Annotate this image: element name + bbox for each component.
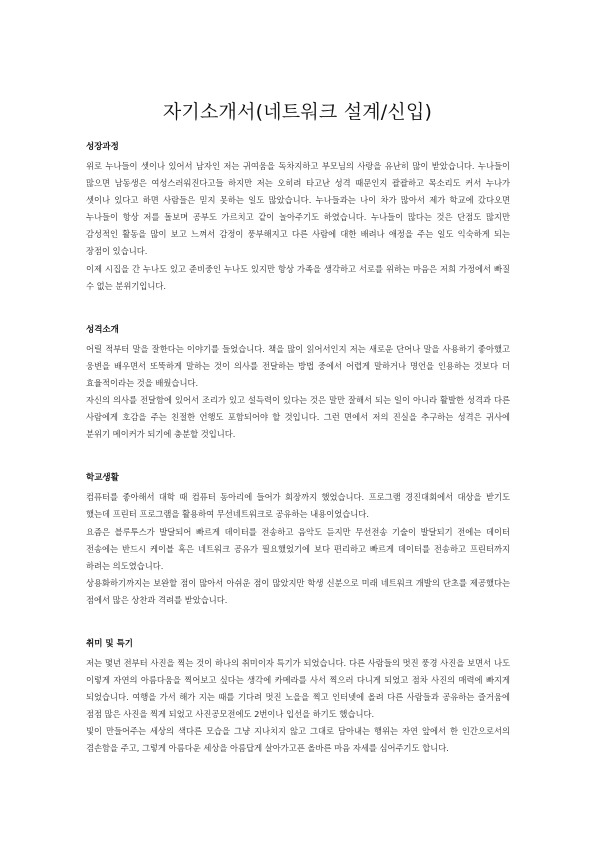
paragraph: 위로 누나들이 셋이나 있어서 남자인 저는 귀여움을 독차지하고 부모님의 사랑을 유난히 많이 받았습니다. 누나들이 많으면 남동생은 여성스러워진다고들 하지만 저는 오히려 타고난 성격 때문인지 괄괄하고 목소리도 커서 누나가 셋이나 있다고 하면 사람들은 믿지 못하는 일도 많았습니다. 누나들과는 나이 차가 많아서 제가 학교에 갔다오면 누나들이 항상 저를 돌보며 공부도 가르치고 같이 놀아주기도 하였습니다. 누나들이 많다는 것은 단점도 많지만 감성적인 활동을 많이 보고 느껴서 감정이 풍부해지고 다른 사람에 대한 배려나 애정을 주는 일도 익숙하게 되는 장점이 있습니다.	[86, 161, 510, 257]
paragraph: 이제 시집을 간 누나도 있고 준비중인 누나도 있지만 항상 가족을 생각하고 서로를 위하는 마음은 저희 가정에서 빠질 수 없는 분위기입니다.	[86, 263, 510, 291]
paragraph: 저는 몇년 전부터 사진을 찍는 것이 하나의 취미이자 특기가 되었습니다. 다른 사람들의 멋진 풍경 사진을 보면서 나도 이렇게 자연의 아름다움을 찍어보고 싶다는 생각에 카메라를 사서 찍으러 다니게 되었고 점차 사진의 매력에 빠지게 되었습니다. 여행을 가서 해가 지는 때를 기다려 멋진 노을을 찍고 인터넷에 올려 다른 사람들과 공유하는 즐거움에 점점 많은 사진을 찍게 되었고 사진공모전에도 2번이나 입선을 하기도 했습니다.	[86, 657, 510, 720]
paragraph: 빛이 만들어주는 세상의 색다른 모습을 그냥 지나치지 않고 그대로 담아내는 행위는 자연 앞에서 한 인간으로서의 겸손함을 주고, 그렇게 아름다운 세상을 아름답게 살아가고픈 올바른 마음 자세를 심어주기도 합니다.	[86, 726, 510, 754]
paragraph: 어릴 적부터 말을 잘한다는 이야기를 들었습니다. 책을 많이 읽어서인지 저는 새로운 단어나 말을 사용하기 좋아했고 웅변을 배우면서 또뚝하게 말하는 것이 의사를 전달하는 방법 중에서 어렵게 말하거나 명언을 인용하는 것보다 더 효율적이라는 것을 배웠습니다.	[86, 343, 510, 388]
document-body	[86, 140, 510, 786]
section-hobbies	[86, 637, 510, 758]
section-heading: 학교생활	[86, 473, 119, 484]
paragraph: 요즘은 블루투스가 발달되어 빠르게 데이터를 전송하고 음악도 듣지만 무선전송 기술이 발달되기 전에는 데이터 전송에는 반드시 케이블 혹은 네트워크 공유가 필요했었기에 보다 편리하고 빠르게 데이터를 전송하고 프린터까지 하려는 의도였습니다.	[86, 526, 510, 571]
paragraph: 컴퓨터를 좋아해서 대학 때 컴퓨터 동아리에 들어가 회장까지 했었습니다. 프로그램 경진대회에서 대상을 받기도 했는데 프린터 프로그램을 활용하여 무선네트워크로 공유하는 내용이었습니다.	[86, 492, 510, 520]
section-growth	[86, 140, 510, 295]
document-title: 자기소개서(네트워크 설계/신입)	[162, 101, 433, 123]
section-heading: 취미 및 특기	[86, 638, 133, 649]
paragraph: 상용화하기까지는 보완할 점이 많아서 아쉬운 점이 많았지만 학생 신분으로 미래 네트워크 개발의 단초를 제공했다는 점에서 많은 상찬과 격려를 받았습니다.	[86, 577, 510, 605]
section-heading: 성장과정	[86, 142, 119, 152]
section-heading: 성격소개	[86, 324, 119, 335]
section-personality	[86, 323, 510, 444]
section-school-life	[86, 471, 510, 609]
paragraph: 자신의 의사를 전달함에 있어서 조리가 있고 설득력이 있다는 것은 말만 잘해서 되는 일이 아니라 활발한 성격과 다른 사람에게 호감을 주는 친절한 언행도 포함되어야 할 것입니다. 그런 면에서 저의 진실을 추구하는 성격은 귀사에 분위기 메이커가 되기에 충분할 것입니다.	[86, 395, 510, 440]
